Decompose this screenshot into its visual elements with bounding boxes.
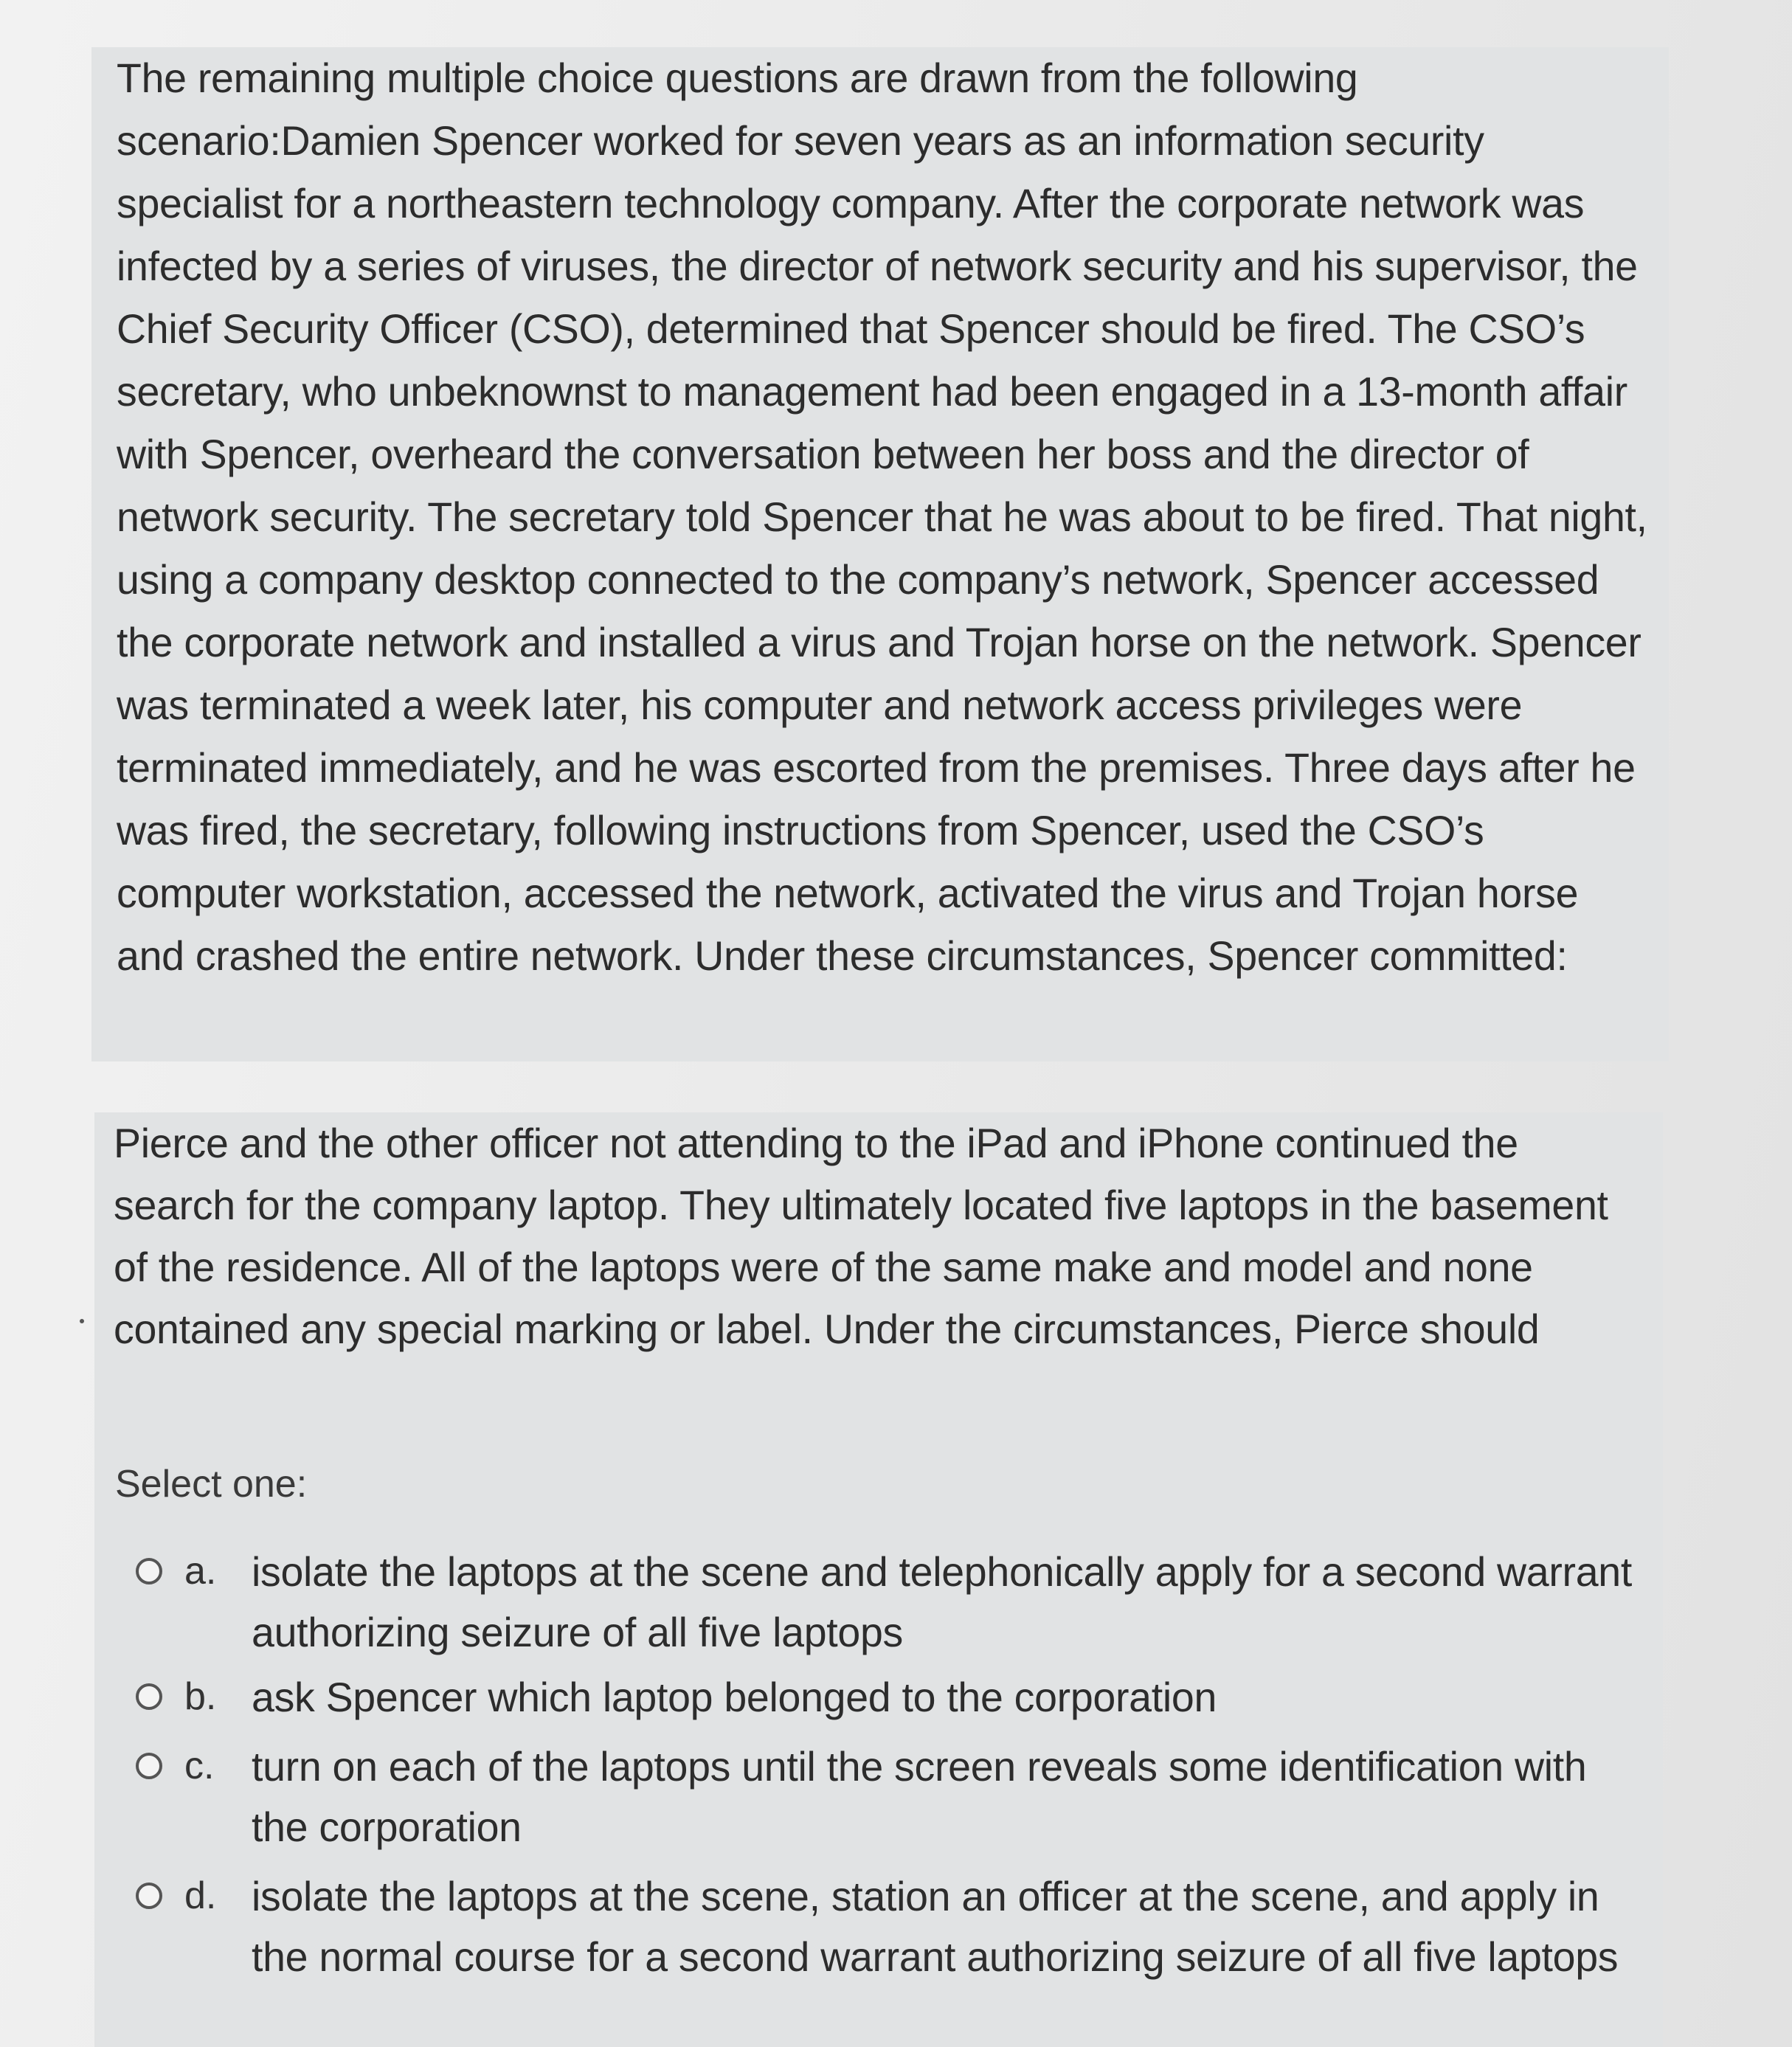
radio-button-a[interactable] — [136, 1558, 162, 1584]
option-letter-a: a. — [184, 1550, 217, 1593]
radio-button-b[interactable] — [136, 1683, 162, 1710]
radio-button-d[interactable] — [136, 1883, 162, 1909]
option-letter-c: c. — [184, 1745, 215, 1787]
radio-button-c[interactable] — [136, 1753, 162, 1779]
select-one-label: Select one: — [115, 1463, 308, 1506]
scenario-text: The remaining multiple choice questions are drawn from the following scenario:Damien Spencer worked for seven years as an information security specialist for a northeastern technology company. After the corporate network was infected by a series of viruses, the director of network security and his supervisor, the Chief Security Officer (CSO), determined that Spencer should be fired. The CSO’s secretary, who unbeknownst to management had been engaged in a 13-month affair with Spencer, overheard the conversation between her boss and the director of network security. The secretary told Spencer that he was about to be fired. That night, using a company desktop connected to the company’s network, Spencer accessed the corporate network and installed a virus and Trojan horse on the network. Spencer was terminated a week later, his computer and network access privileges were terminated immediately, and he was escorted from the premises. Three days after he was fired, the secretary, following instructions from Spencer, used the CSO’s computer workstation, accessed the network, activated the virus and Trojan horse and crashed the entire network. Under these circumstances, Spencer committed: — [117, 55, 1647, 979]
question-panel — [94, 1112, 1663, 2047]
option-letter-b: b. — [184, 1675, 217, 1718]
option-letter-d: d. — [184, 1874, 217, 1917]
option-text-d[interactable]: isolate the laptops at the scene, station an officer at the scene, and apply in the normal course for a second warrant authorizing seizure of all five laptops — [252, 1874, 1619, 1980]
screen-speck — [80, 1319, 84, 1323]
option-text-c[interactable]: turn on each of the laptops until the screen reveals some identification with the corporation — [252, 1744, 1587, 1850]
option-text-b[interactable]: ask Spencer which laptop belonged to the corporation — [252, 1674, 1217, 1720]
scenario-panel — [91, 47, 1669, 1061]
option-text-a[interactable]: isolate the laptops at the scene and telephonically apply for a second warrant authorizing seizure of all five laptops — [252, 1549, 1632, 1655]
question-text: Pierce and the other officer not attending to the iPad and iPhone continued the search for the company laptop. They ultimately located five laptops in the basement of the residence. All of the laptops were of the same make and model and none contained any special marking or label. Under the circumstances, Pierce should — [114, 1121, 1608, 1352]
